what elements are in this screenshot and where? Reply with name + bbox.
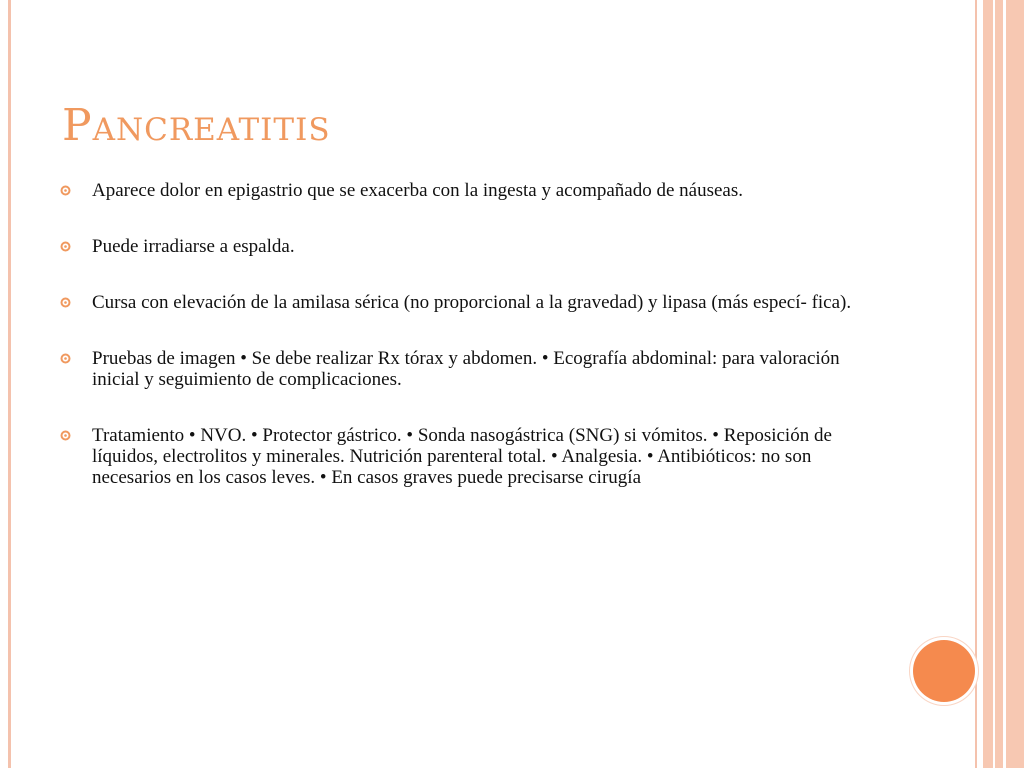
bullet-item bbox=[58, 292, 888, 313]
bullet-item bbox=[58, 180, 888, 201]
slide-title: Pancreatitis bbox=[62, 100, 331, 151]
bullet-text: Tratamiento • NVO. • Protector gástrico. • Sonda nasogástrica (SNG) si vómitos. • Reposición de líquidos, electrolitos y minerales. Nutrición parenteral total. • Analgesia. • Antibióticos: no son necesarios en los casos leves. • En casos graves puede precisarse cirugía bbox=[92, 425, 832, 488]
bullet-text: Aparece dolor en epigastrio que se exacerba con la ingesta y acompañado de náuseas. bbox=[92, 180, 743, 201]
right-border-stripe bbox=[983, 0, 993, 768]
orange-circle-decoration bbox=[913, 640, 975, 702]
right-border-stripe bbox=[975, 0, 977, 768]
bullet-item bbox=[58, 425, 888, 488]
ring-bullet-icon bbox=[60, 297, 71, 308]
right-border-stripe bbox=[995, 0, 1003, 768]
bullet-list bbox=[58, 180, 888, 488]
bullet-text: Cursa con elevación de la amilasa sérica (no proporcional a la gravedad) y lipasa (más especí- fica). bbox=[92, 292, 852, 313]
ring-bullet-icon bbox=[60, 353, 71, 364]
ring-bullet-icon bbox=[60, 430, 71, 441]
ring-bullet-icon bbox=[60, 185, 71, 196]
right-border-stripe bbox=[1006, 0, 1024, 768]
bullet-text: Puede irradiarse a espalda. bbox=[92, 236, 295, 257]
left-border-line bbox=[8, 0, 11, 768]
ring-bullet-icon bbox=[60, 241, 71, 252]
bullet-item bbox=[58, 236, 888, 257]
bullet-item bbox=[58, 348, 888, 390]
bullet-text: Pruebas de imagen • Se debe realizar Rx tórax y abdomen. • Ecografía abdominal: para valoración inicial y seguimiento de complicaciones. bbox=[92, 348, 840, 390]
